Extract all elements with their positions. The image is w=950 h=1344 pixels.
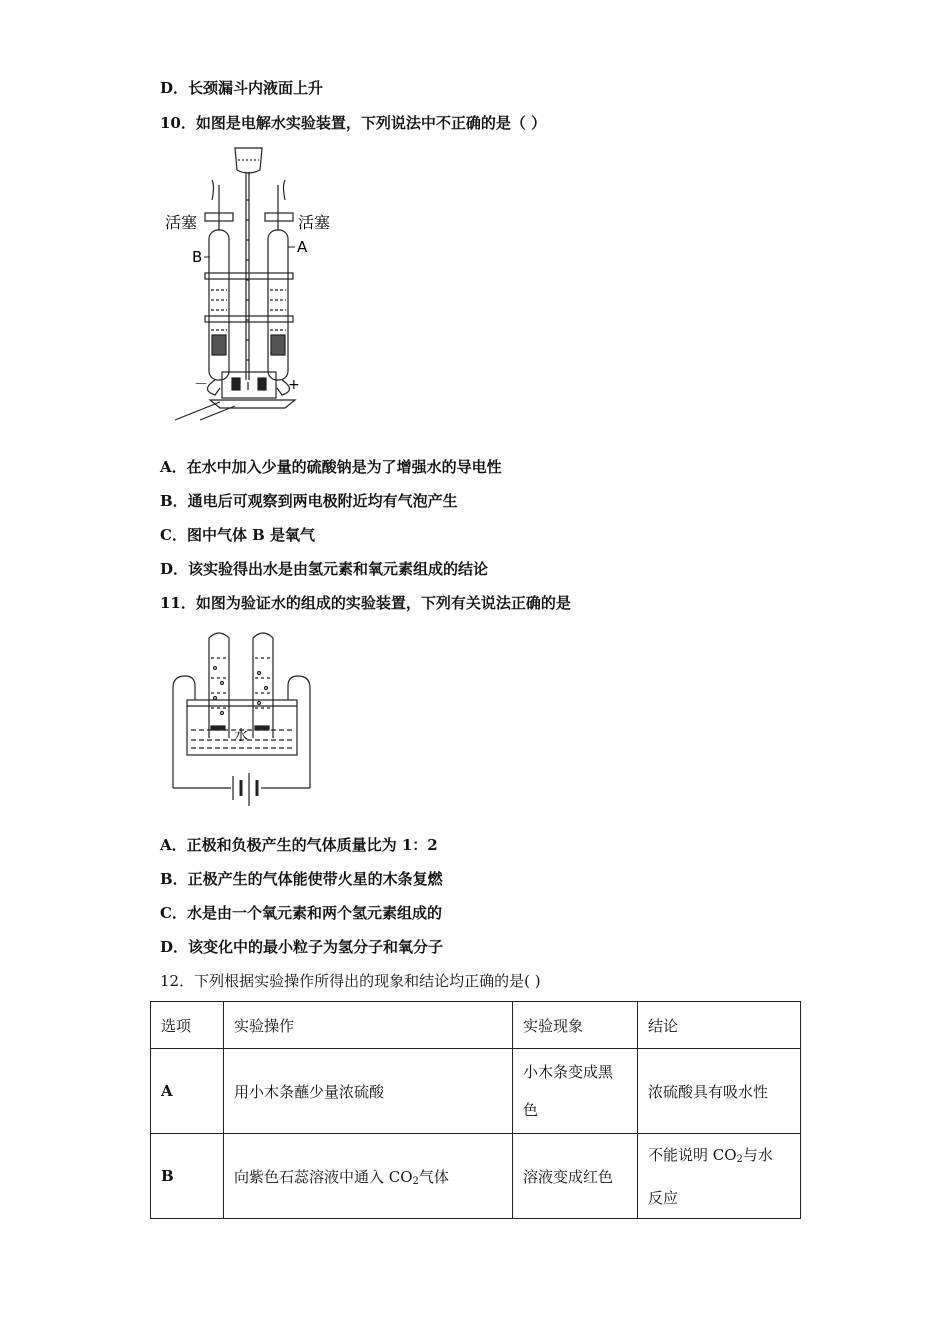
row-a-phenomenon	[513, 1049, 638, 1134]
q10-option-a: A．在水中加入少量的硫酸钠是为了增强水的导电性	[160, 458, 502, 476]
row-b-operation-post: 气体	[418, 1167, 449, 1186]
row-a-option: A	[151, 1049, 224, 1134]
q11-option-c: C．水是由一个氧元素和两个氢元素组成的	[160, 904, 442, 922]
row-b-operation-sub: 2	[412, 1175, 419, 1187]
q11-option-d: D．该变化中的最小粒子为氢分子和氧分子	[160, 938, 444, 956]
positive-terminal-label: +	[288, 377, 300, 393]
q10-stem: 10．如图是电解水实验装置，下列说法中不正确的是（ ）	[160, 114, 547, 132]
q10-option-b: B．通电后可观察到两电极附近均有气泡产生	[160, 492, 458, 510]
row-b-conclusion-pre: 不能说明 CO	[648, 1145, 737, 1164]
water-label: 水	[234, 728, 248, 744]
header-conclusion: 结论	[638, 1002, 801, 1049]
q10-option-d: D．该实验得出水是由氢元素和氧元素组成的结论	[160, 560, 489, 578]
table-row	[151, 1049, 801, 1134]
row-b-conclusion-sub: 2	[736, 1153, 743, 1165]
row-b-operation	[224, 1134, 513, 1219]
row-a-phenomenon-line1: 小木条变成黑	[523, 1063, 614, 1081]
header-operation: 实验操作	[224, 1002, 513, 1049]
gas-b-label: B	[192, 248, 203, 266]
table-header-row	[151, 1002, 801, 1049]
left-valve-label: 活塞	[165, 213, 198, 232]
row-b-option: B	[151, 1134, 224, 1219]
row-a-conclusion: 浓硫酸具有吸水性	[638, 1049, 801, 1134]
right-valve-label: 活塞	[298, 213, 331, 232]
row-b-conclusion-line1	[648, 1136, 790, 1179]
row-b-phenomenon: 溶液变成红色	[513, 1134, 638, 1219]
row-a-operation: 用小木条蘸少量浓硫酸	[224, 1049, 513, 1134]
header-phenomenon: 实验现象	[513, 1002, 638, 1049]
q10-option-c: C．图中气体 B 是氧气	[160, 526, 316, 544]
row-b-conclusion-line2: 反应	[648, 1188, 679, 1207]
row-b-conclusion-post: 与水	[742, 1145, 773, 1164]
experiment-table	[150, 1001, 801, 1219]
q11-option-b: B．正极产生的气体能使带火星的木条复燃	[160, 870, 443, 888]
gas-a-label: A	[297, 238, 308, 256]
row-b-operation-pre: 向紫色石蕊溶液中通入 CO	[234, 1167, 413, 1186]
header-option: 选项	[151, 1002, 224, 1049]
row-a-phenomenon-line2: 色	[523, 1101, 539, 1119]
q12-stem: 12．下列根据实验操作所得出的现象和结论均正确的是( )	[160, 972, 541, 990]
negative-terminal-label: －	[194, 377, 208, 393]
q11-stem: 11．如图为验证水的组成的实验装置，下列有关说法正确的是	[160, 594, 571, 612]
q11-option-a: A．正极和负极产生的气体质量比为 1：2	[160, 836, 438, 854]
table-row	[151, 1134, 801, 1219]
row-b-conclusion	[638, 1134, 801, 1219]
electrolysis-apparatus-figure	[160, 140, 360, 425]
water-composition-figure	[165, 628, 320, 813]
q9-option-d: D．长颈漏斗内液面上升	[160, 79, 324, 97]
